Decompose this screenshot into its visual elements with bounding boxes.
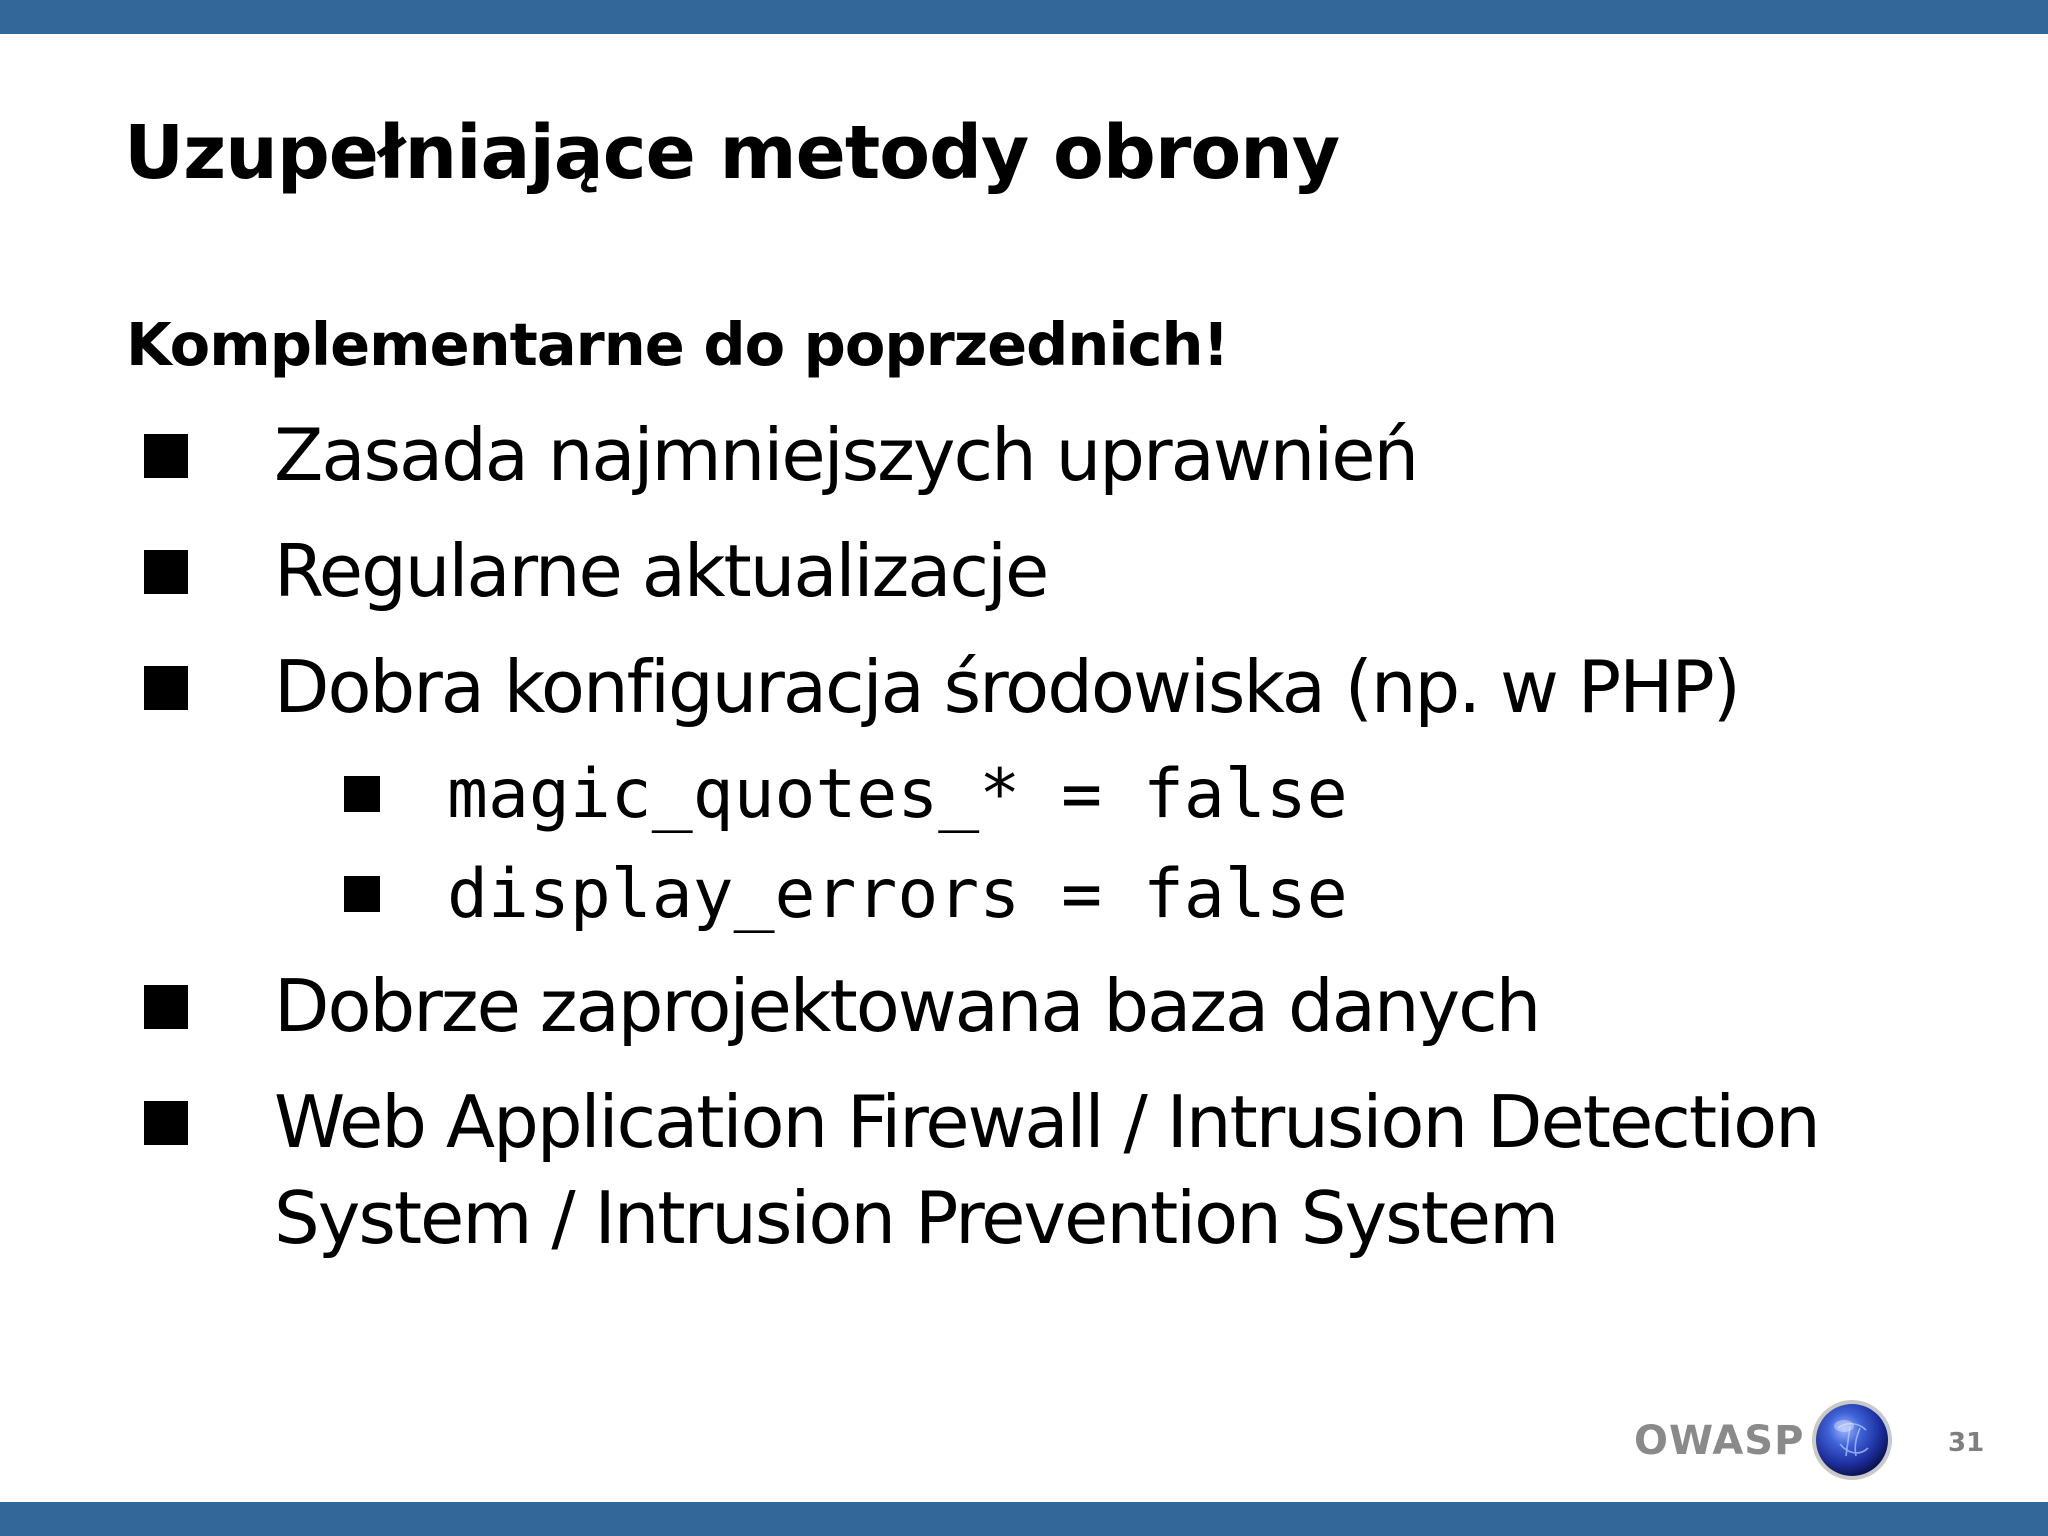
- square-sub-bullet-icon: [344, 876, 380, 912]
- owasp-globe-icon: [1810, 1398, 1894, 1482]
- square-bullet-icon: [144, 1101, 188, 1145]
- bullet-text: Regularne aktualizacje: [274, 529, 1048, 613]
- square-bullet-icon: [144, 550, 188, 594]
- owasp-logo-text: OWASP: [1634, 1418, 1805, 1464]
- bullet-text-line1: Web Application Firewall / Intrusion Detection: [274, 1080, 1819, 1164]
- bullet-text: Dobrze zaprojektowana baza danych: [274, 964, 1540, 1048]
- square-bullet-icon: [144, 985, 188, 1029]
- bullet-text: Dobra konfiguracja środowiska (np. w PHP): [274, 645, 1739, 729]
- config-setting-text: magic_quotes_* = false: [447, 755, 1348, 834]
- bottom-accent-bar: [0, 1502, 2048, 1536]
- bullet-text: Zasada najmniejszych uprawnień: [274, 413, 1418, 497]
- square-bullet-icon: [144, 666, 188, 710]
- page-number: 31: [1948, 1428, 1985, 1458]
- square-bullet-icon: [144, 434, 188, 478]
- square-sub-bullet-icon: [344, 776, 380, 812]
- bullet-text-line2: System / Intrusion Prevention System: [274, 1176, 1558, 1260]
- top-accent-bar: [0, 0, 2048, 34]
- slide-subtitle: Komplementarne do poprzednich!: [126, 310, 1229, 379]
- slide-title: Uzupełniające metody obrony: [124, 110, 1340, 196]
- config-setting-text: display_errors = false: [447, 855, 1348, 934]
